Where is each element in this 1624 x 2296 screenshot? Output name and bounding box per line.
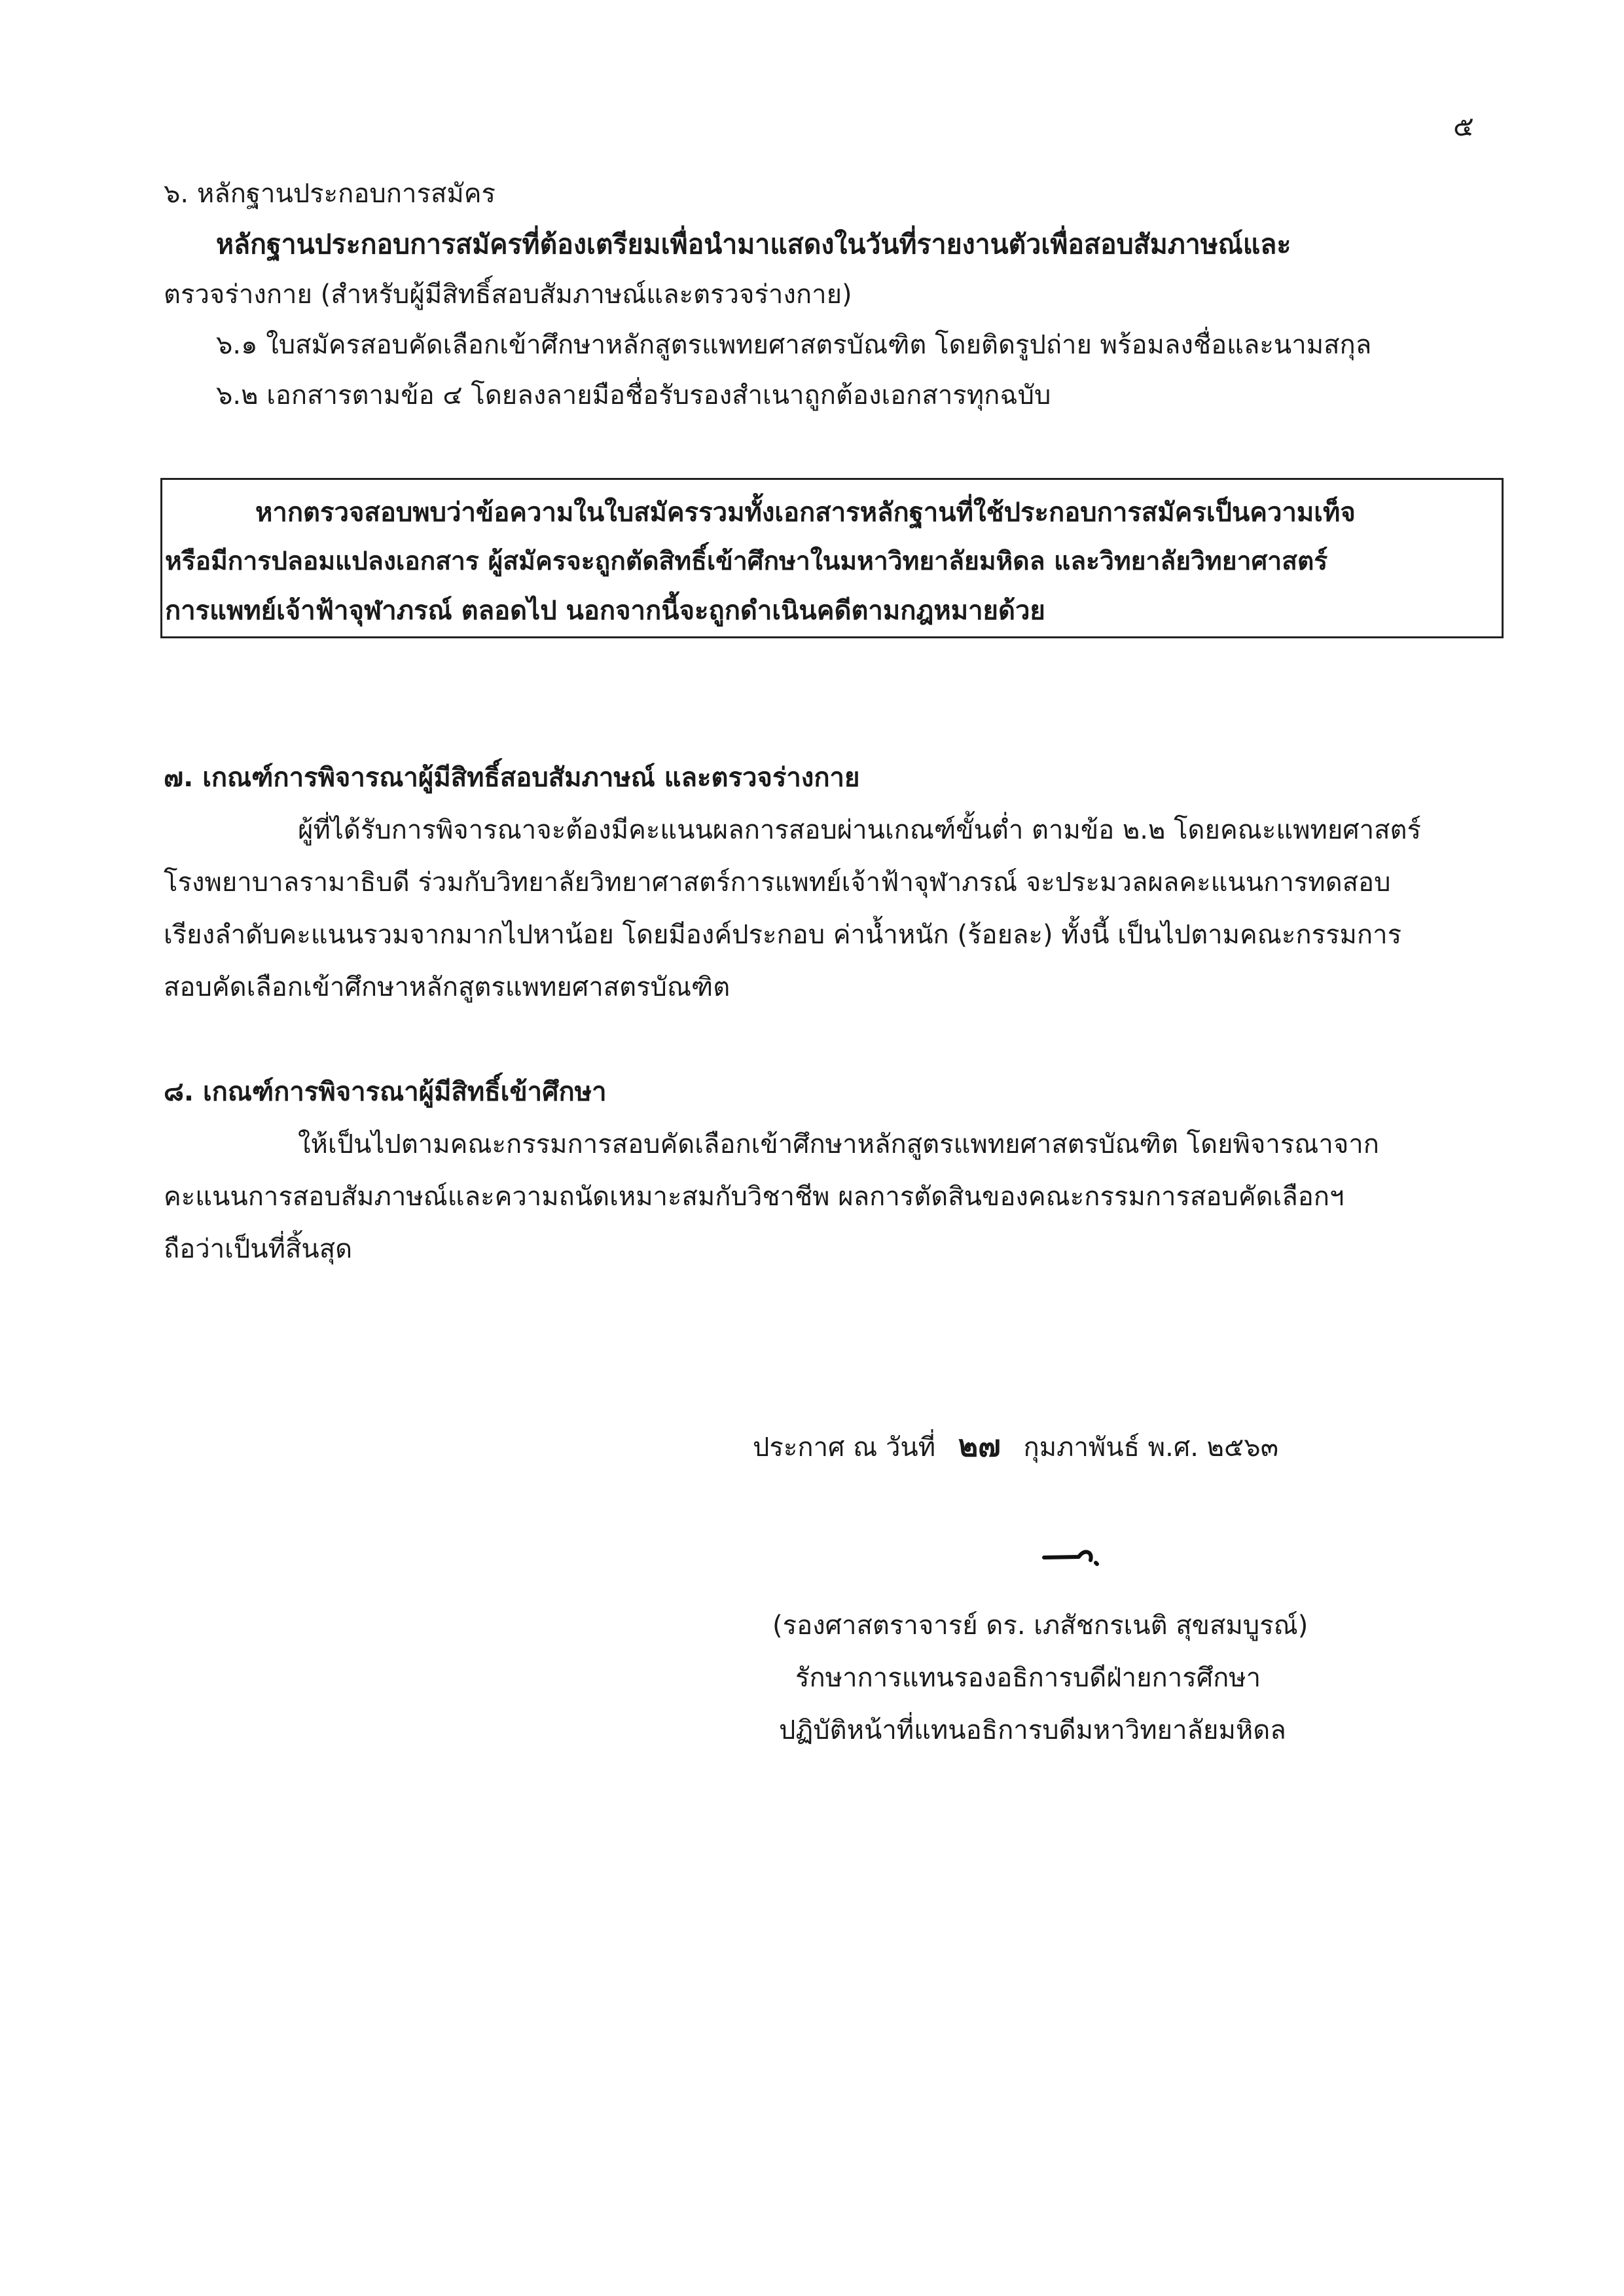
page-number: ๕ [1453, 110, 1474, 142]
section7-line4: สอบคัดเลือกเข้าศึกษาหลักสูตรแพทยศาสตรบัณฑิต [164, 972, 731, 1002]
signature-icon [1041, 1535, 1119, 1568]
signatory-position2: ปฏิบัติหน้าที่แทนอธิการบดีมหาวิทยาลัยมหิดล [779, 1715, 1286, 1745]
section8-heading: ๘. เกณฑ์การพิจารณาผู้มีสิทธิ์เข้าศึกษา [164, 1077, 607, 1107]
section7-line2: โรงพยาบาลรามาธิบดี ร่วมกับวิทยาลัยวิทยาศาสตร์การแพทย์เจ้าฟ้าจุฬาภรณ์ จะประมวลผลคะแนนการทดสอบ [164, 867, 1391, 898]
notice-line1: หากตรวจสอบพบว่าข้อความในใบสมัครรวมทั้งเอกสารหลักฐานที่ใช้ประกอบการสมัครเป็นความเท็จ [255, 498, 1356, 528]
section7-line1: ผู้ที่ได้รับการพิจารณาจะต้องมีคะแนนผลการสอบผ่านเกณฑ์ขั้นต่ำ ตามข้อ ๒.๒ โดยคณะแพทยศาสตร์ [298, 815, 1421, 845]
notice-line3: การแพทย์เจ้าฟ้าจุฬาภรณ์ ตลอดไป นอกจากนี้จะถูกดำเนินคดีตามกฎหมายด้วย [165, 596, 1045, 626]
section8-line1: ให้เป็นไปตามคณะกรรมการสอบคัดเลือกเข้าศึกษาหลักสูตรแพทยศาสตรบัณฑิต โดยพิจารณาจาก [298, 1129, 1379, 1159]
section8-line2: คะแนนการสอบสัมภาษณ์และความถนัดเหมาะสมกับวิชาชีพ ผลการตัดสินของคณะกรรมการสอบคัดเลือกฯ [164, 1182, 1344, 1212]
signatory-position1: รักษาการแทนรองอธิการบดีฝ่ายการศึกษา [795, 1663, 1261, 1693]
section8-line3: ถือว่าเป็นที่สิ้นสุด [164, 1234, 353, 1264]
section6-intro-line2: ตรวจร่างกาย (สำหรับผู้มีสิทธิ์สอบสัมภาษณ์และตรวจร่างกาย) [164, 280, 852, 310]
announcement-line [753, 1427, 1278, 1466]
section7-heading: ๗. เกณฑ์การพิจารณาผู้มีสิทธิ์สอบสัมภาษณ์ และตรวจร่างกาย [164, 763, 860, 793]
announcement-day: ๒๗ [958, 1428, 1001, 1463]
notice-line2: หรือมีการปลอมแปลงเอกสาร ผู้สมัครจะถูกตัดสิทธิ์เข้าศึกษาในมหาวิทยาลัยมหิดล และวิทยาลัยวิทยาศาสตร์ [165, 547, 1328, 576]
section7-line3: เรียงลำดับคะแนนรวมจากมากไปหาน้อย โดยมีองค์ประกอบ ค่าน้ำหนัก (ร้อยละ) ทั้งนี้ เป็นไปตามคณะกรรมการ [164, 920, 1402, 950]
section6-item2: ๖.๒ เอกสารตามข้อ ๔ โดยลงลายมือชื่อรับรองสำเนาถูกต้องเอกสารทุกฉบับ [216, 380, 1051, 410]
signatory-name: (รองศาสตราจารย์ ดร. เภสัชกรเนติ สุขสมบูรณ์) [772, 1611, 1308, 1641]
section6-heading: ๖. หลักฐานประกอบการสมัคร [164, 179, 496, 209]
section6-item1: ๖.๑ ใบสมัครสอบคัดเลือกเข้าศึกษาหลักสูตรแพทยศาสตรบัณฑิต โดยติดรูปถ่าย พร้อมลงชื่อและนามสกุล [216, 330, 1372, 360]
announcement-prefix: ประกาศ ณ วันที่ [753, 1432, 936, 1463]
section6-intro-line1: หลักฐานประกอบการสมัครที่ต้องเตรียมเพื่อนำมาแสดงในวันที่รายงานตัวเพื่อสอบสัมภาษณ์และ [216, 228, 1291, 260]
announcement-month-year: กุมภาพันธ์ พ.ศ. ๒๕๖๓ [1023, 1432, 1279, 1463]
